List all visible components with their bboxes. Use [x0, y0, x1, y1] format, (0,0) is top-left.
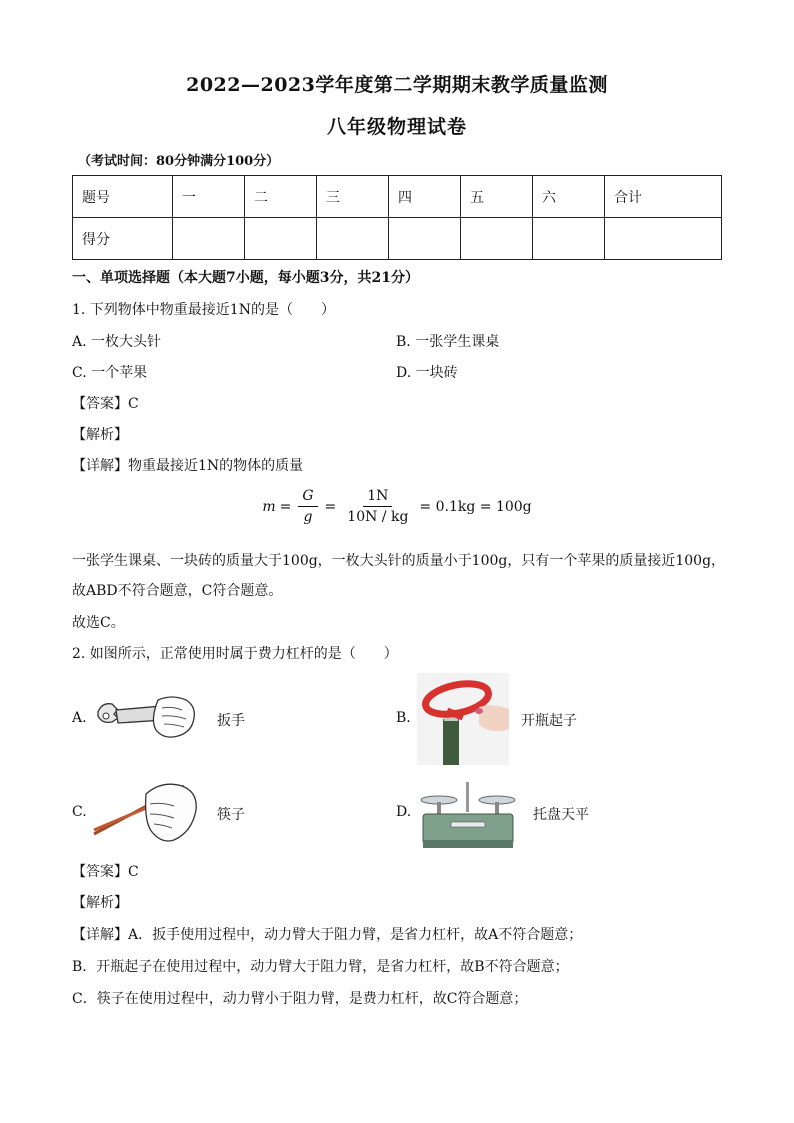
- fraction-numerator: G: [298, 488, 317, 507]
- balance-scale-image: [417, 778, 519, 850]
- q2-option-a-letter[interactable]: A.: [72, 710, 87, 726]
- table-cell: 四: [389, 176, 461, 218]
- q1-option-a[interactable]: A. 一枚大头针: [72, 334, 162, 350]
- question-1-stem: 1. 下列物体中物重最接近1N的是（ ）: [72, 302, 335, 318]
- exam-info: （考试时间：80分钟满分100分）: [78, 154, 280, 169]
- table-cell[interactable]: [173, 218, 245, 260]
- mass-formula: [0, 488, 794, 525]
- q2-option-b-letter[interactable]: B.: [396, 710, 411, 726]
- q2-option-c-letter[interactable]: C.: [72, 804, 87, 820]
- table-cell: 得分: [73, 218, 173, 260]
- table-cell[interactable]: [317, 218, 389, 260]
- fraction-denominator: g: [303, 509, 313, 525]
- table-row: [73, 218, 722, 260]
- q2-option-a-label: 扳手: [217, 713, 245, 729]
- balance-scale-icon: [417, 778, 519, 850]
- q2-detail-b: B．开瓶起子在使用过程中，动力臂大于阻力臂，是省力杠杆，故B不符合题意；: [72, 959, 569, 975]
- chopsticks-image: [92, 778, 204, 842]
- table-cell: 五: [461, 176, 533, 218]
- fraction-denominator: 10N / kg: [347, 509, 409, 525]
- question-2-stem: 2. 如图所示，正常使用时属于费力杠杆的是（ ）: [72, 646, 398, 662]
- table-cell[interactable]: [461, 218, 533, 260]
- q2-analysis-label: 【解析】: [72, 895, 128, 911]
- q1-option-d[interactable]: D. 一块砖: [396, 365, 458, 381]
- score-table: [72, 175, 722, 260]
- exam-subtitle: 八年级物理试卷: [326, 116, 467, 138]
- bottle-opener-image: [417, 673, 509, 765]
- table-cell: 题号: [73, 176, 173, 218]
- table-cell: 三: [317, 176, 389, 218]
- q1-analysis-label: 【解析】: [72, 427, 128, 443]
- q1-explanation-line-1: 一张学生课桌、一块砖的质量大于100g，一枚大头针的质量小于100g，只有一个苹果的质量接近100g，: [72, 553, 726, 569]
- formula-eq: =: [324, 498, 337, 515]
- chopsticks-icon: [92, 778, 204, 842]
- table-cell: 一: [173, 176, 245, 218]
- fraction-numerator: 1N: [363, 488, 392, 507]
- q2-option-d-letter[interactable]: D.: [396, 804, 412, 820]
- table-row: [73, 176, 722, 218]
- table-cell: 六: [533, 176, 605, 218]
- exam-title: 2022—2023学年度第二学期期末教学质量监测: [186, 74, 608, 96]
- bottle-opener-icon: [417, 673, 509, 765]
- formula-fraction-2: [343, 488, 412, 525]
- q2-option-c-label: 筷子: [217, 807, 245, 823]
- q1-answer: 【答案】C: [72, 396, 139, 412]
- table-cell: 二: [245, 176, 317, 218]
- q2-detail-c: C．筷子在使用过程中，动力臂小于阻力臂，是费力杠杆，故C符合题意；: [72, 991, 528, 1007]
- q1-detail: 【详解】物重最接近1N的物体的质量: [72, 458, 304, 474]
- table-cell[interactable]: [245, 218, 317, 260]
- table-cell: 合计: [605, 176, 722, 218]
- table-cell[interactable]: [533, 218, 605, 260]
- wrench-icon: [92, 690, 208, 742]
- table-cell[interactable]: [389, 218, 461, 260]
- q2-answer: 【答案】C: [72, 864, 139, 880]
- q2-detail-a: 【详解】A．扳手使用过程中，动力臂大于阻力臂，是省力杠杆，故A不符合题意；: [72, 927, 583, 943]
- q1-conclusion: 故选C。: [72, 615, 125, 631]
- q1-explanation-line-2: 故ABD不符合题意，C符合题意。: [72, 583, 283, 599]
- q1-option-b[interactable]: B. 一张学生课桌: [396, 334, 500, 350]
- q2-option-b-label: 开瓶起子: [521, 713, 577, 729]
- formula-lhs: m: [262, 498, 276, 515]
- wrench-image: [92, 690, 208, 742]
- formula-eq: =: [279, 498, 292, 515]
- q1-option-c[interactable]: C. 一个苹果: [72, 365, 148, 381]
- formula-rhs: = 0.1kg = 100g: [419, 498, 532, 515]
- section-heading: 一、单项选择题（本大题7小题，每小题3分，共21分）: [72, 270, 419, 286]
- formula-fraction-1: [298, 488, 317, 525]
- q2-option-d-label: 托盘天平: [533, 807, 589, 823]
- table-cell[interactable]: [605, 218, 722, 260]
